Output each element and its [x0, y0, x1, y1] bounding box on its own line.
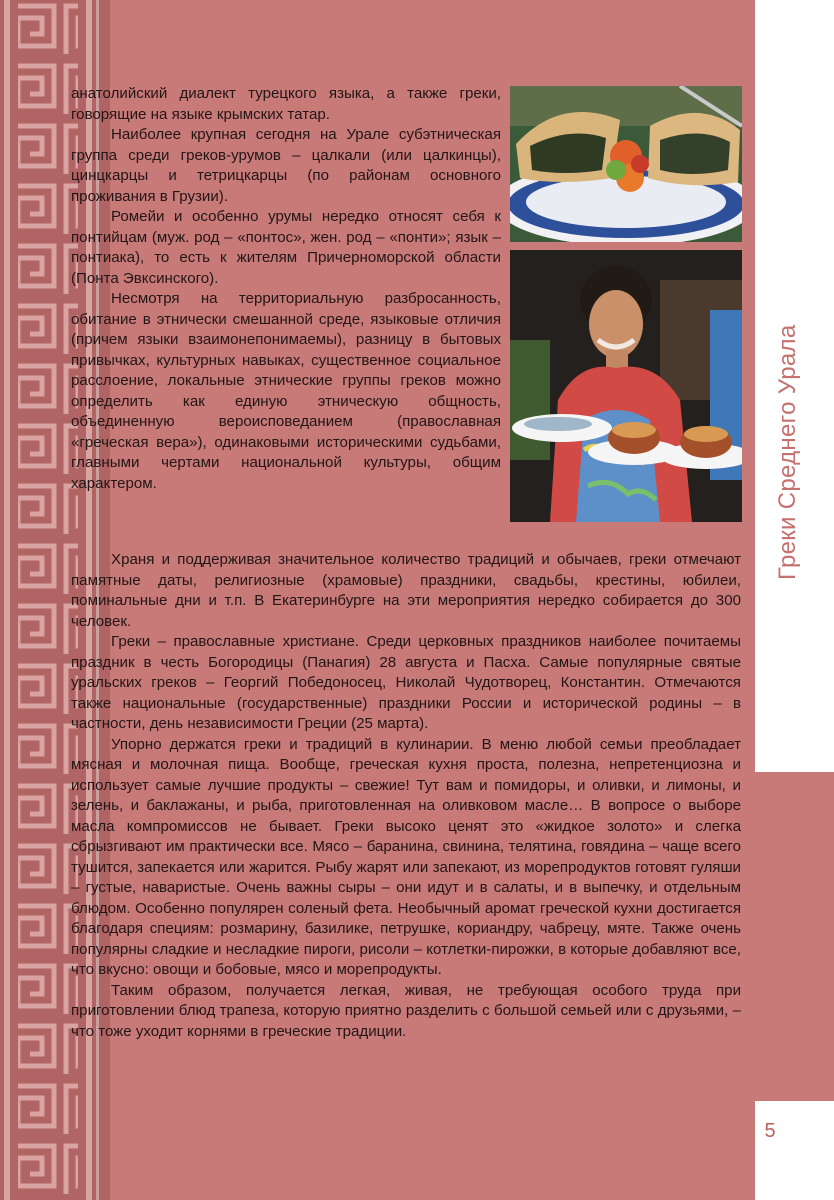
text-column-lower [71, 550, 741, 1042]
text-column-upper [71, 84, 501, 494]
paragraph: анатолийский диалект турецкого языка, а также греки, говорящие на языке крымских татар. [71, 85, 501, 123]
paragraph: Греки – православные христиане. Среди церковных праздников наиболее почитаемы праздник в честь Богородицы (Панагия) 28 августа и Пасха. Самые популярные святые уральских греков – Георгий Победоносец, Николай Чудотворец, Константин. Отмечаются также национальные (государственные) праздники России и исторической родины – в частности, день независимости Греции (25 марта). [71, 633, 741, 732]
side-tab-bottom [755, 1101, 834, 1200]
paragraph: Ромейи и особенно урумы нередко относят себя к понтийцам (муж. род – «понтос», жен. род – «понти»; язык – понтиака), то есть к жителям Причерноморской области (Понта Эвксинского). [71, 208, 501, 287]
paragraph: Храня и поддерживая значительное количество традиций и обычаев, греки отмечают памятные даты, религиозные (храмовые) праздники, свадьбы, крестины, юбилеи, поминальные дни и т.п. В Екатеринбурге на эти мероприятия нередко собирается до 300 человек. [71, 551, 741, 630]
section-title-vertical: Греки Среднего Урала [774, 324, 801, 580]
paragraph: Таким образом, получается легкая, живая, не требующая особого труда при приготовлении блюд трапеза, которую приятно разделить с большой семьей или с друзьями, – что тоже уходит корнями в греческие традиции. [71, 981, 741, 1040]
food-plate-photo [510, 86, 742, 242]
paragraph: Несмотря на территориальную разбросанность, обитание в этнически смешанной среде, языковые отличия (причем языки взаимонепонимаемы), разницу в бытовых привычках, культурных навыках, существенное социальное расслоение, локальные этнические группы греков можно определить как единую этническую общность, объединенную вероисповеданием (православная «греческая вера»), одинаковыми историческими судьбами, главными чертами национальной культуры, общим характером. [71, 290, 501, 492]
paragraph: Упорно держатся греки и традиций в кулинарии. В меню любой семьи преобладает мясная и молочная пища. Вообще, греческая кухня проста, полезна, непретенциозна и использует самые лучшие продукты – свежие! Тут вам и помидоры, и оливки, и лимоны, и зелень, и баклажаны, и рыба, приготовленная на оливковом масле… В вопросе о выборе масла компромиссов не бывает. Греки высоко ценят это «жидкое золото» и слегка сбрызгивают им практически все. Мясо – баранина, свинина, телятина, говядина – чаще всего тушится, запекается или жарится. Рыбу жарят или запекают, из морепродуктов готовят гуляши – густые, наваристые. Очень важны сыры – они идут и в салаты, и в выпечку, и отдельным блюдом. Особенно популярен соленый фета. Необычный аромат греческой кухни достигается благодаря специям: розмарину, базилике, петрушке, кориандру, чабрецу, мяте. Также очень популярны сладкие и несладкие пироги, рисоли – котлетки-пирожки, в которые добавляют все, что вкусно: овощи и бобовые, мясо и морепродукты. [71, 735, 741, 978]
woman-serving-dishes-photo [510, 250, 742, 522]
paragraph: Наиболее крупная сегодня на Урале субэтническая группа среди греков-урумов – цалкали (или цалкинцы), цинцкарцы и тетрицкарцы (по районам основного проживания в Грузии). [71, 126, 501, 205]
page-number: 5 [764, 1120, 776, 1142]
